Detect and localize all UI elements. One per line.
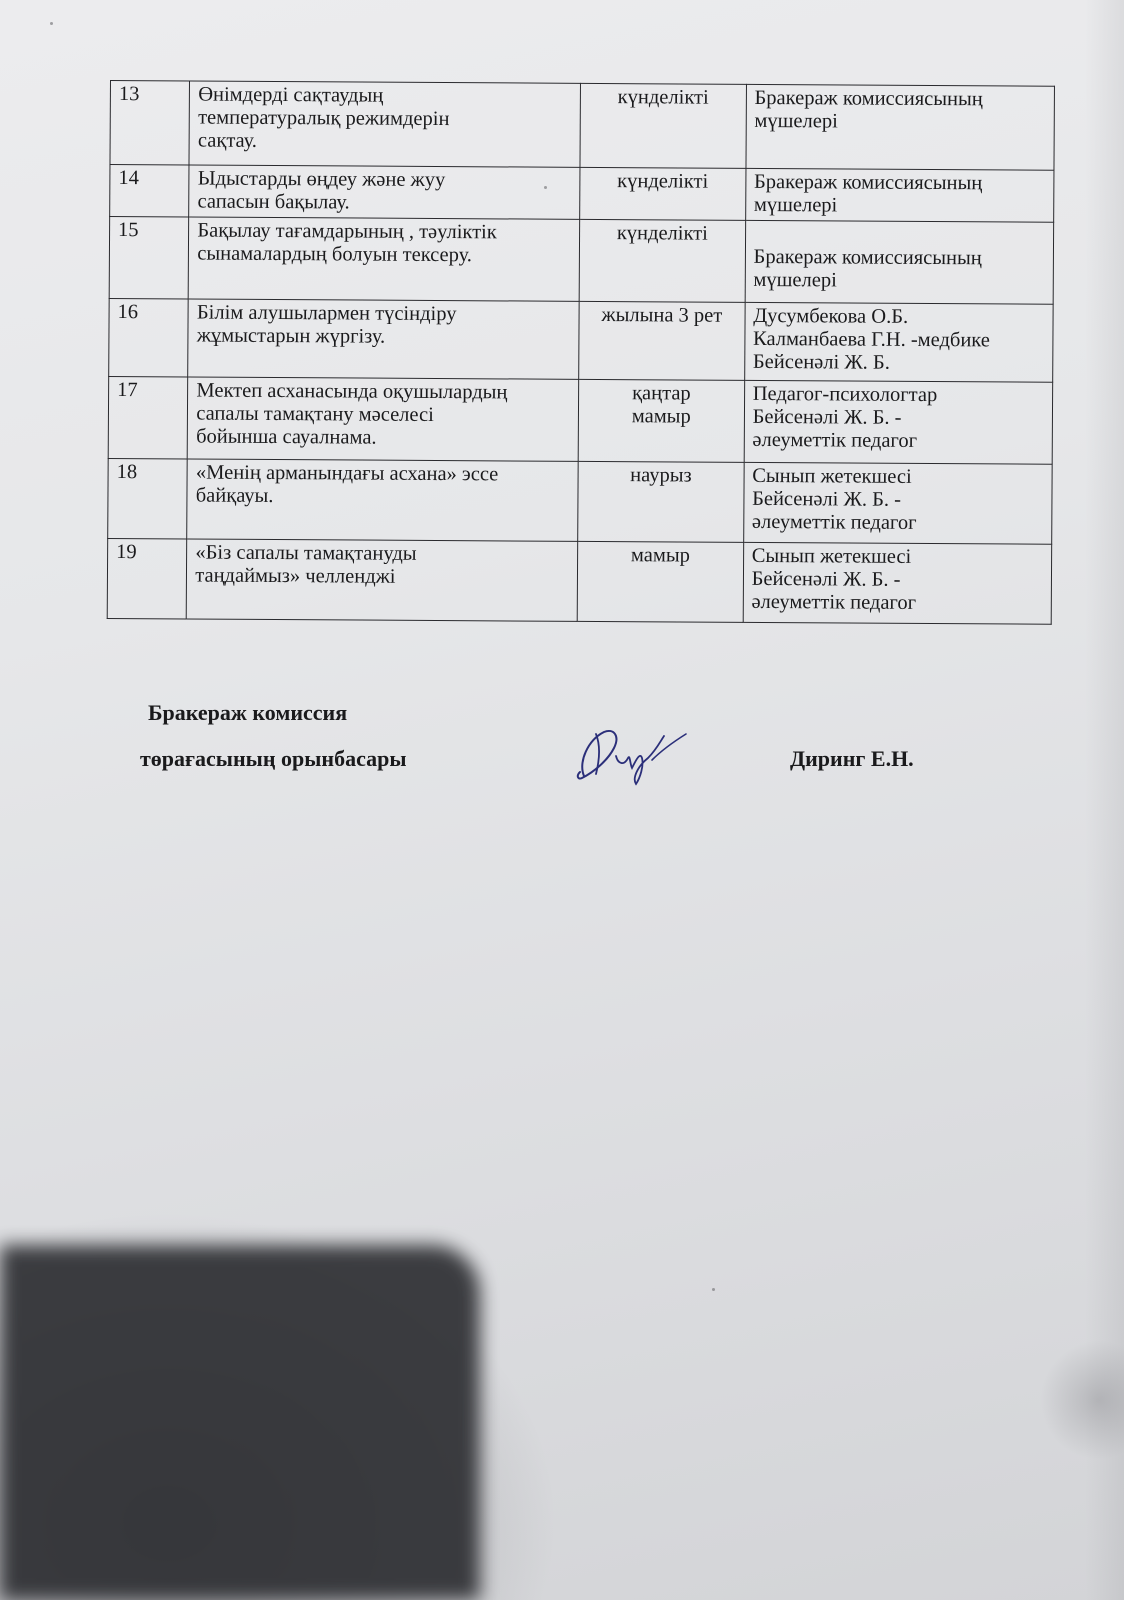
row-number-cell: 13: [110, 81, 190, 165]
task-line: Білім алушылармен түсіндіру: [196, 301, 457, 326]
responsible-line: Бракераж комиссиясының: [753, 245, 982, 270]
frequency-line: күнделікті: [616, 222, 708, 245]
responsible-line: Бейсенәлі Ж. Б. -: [752, 487, 902, 511]
table-row: [108, 458, 1052, 544]
signatory-title-line1: Бракераж комиссия: [148, 700, 348, 725]
task-cell: [187, 539, 578, 621]
photo-shadow: [0, 1245, 480, 1600]
task-line: сақтау.: [197, 129, 258, 152]
responsible-line: мүшелері: [753, 268, 837, 292]
plan-table: [107, 80, 1055, 625]
responsible-line: мүшелері: [753, 193, 838, 217]
responsible-line: Бракераж комиссиясының: [754, 86, 983, 111]
responsible-line: [754, 223, 1045, 248]
frequency-line: жылына 3 рет: [601, 304, 723, 327]
row-number-cell: 17: [108, 376, 188, 458]
task-line: «Менің арманындағы асхана» эссе: [195, 461, 499, 486]
row-number-cell: 16: [109, 298, 189, 376]
signature-block: [140, 700, 1020, 800]
task-line: Мектеп асханасында оқушылардың: [196, 379, 508, 404]
frequency-line: күнделікті: [617, 170, 709, 193]
frequency-cell: [580, 83, 746, 168]
frequency-cell: [579, 301, 745, 380]
responsible-line: Бейсенәлі Ж. Б.: [752, 350, 890, 374]
table-row: [107, 538, 1051, 624]
task-line: сынамалардың болуын тексеру.: [197, 242, 473, 267]
responsible-cell: [743, 462, 1052, 544]
handwritten-signature: [570, 722, 692, 786]
task-line: Өнімдерді сақтаудың: [198, 83, 384, 107]
task-cell: [188, 299, 579, 379]
responsible-line: Педагог-психологтар: [752, 382, 938, 407]
responsible-line: Сынып жетекшесі: [752, 464, 912, 488]
frequency-cell: [578, 461, 744, 542]
row-number-cell: 19: [107, 538, 187, 618]
task-cell: [188, 377, 579, 461]
frequency-line: мамыр: [630, 544, 690, 567]
frequency-cell: [579, 219, 745, 302]
responsible-cell: [744, 380, 1053, 464]
responsible-line: Калманбаева Г.Н. -медбике: [753, 327, 990, 352]
task-line: сапасын бақылау.: [197, 190, 350, 214]
row-number-cell: 14: [110, 165, 190, 217]
paper-speck: [712, 1288, 715, 1291]
frequency-line: наурыз: [630, 464, 692, 487]
task-line: температуралық режимдерін: [198, 106, 450, 131]
responsible-line: әлеуметтік педагог: [751, 590, 917, 614]
table-row: [110, 81, 1054, 171]
responsible-line: Дусумбекова О.Б.: [753, 304, 909, 328]
responsible-cell: [746, 84, 1055, 170]
responsible-cell: [743, 542, 1052, 624]
task-cell: [188, 217, 579, 301]
signatory-title-line2: төрағасының орынбасары: [140, 746, 407, 771]
frequency-cell: [577, 541, 743, 622]
row-number-cell: 18: [108, 458, 188, 538]
task-line: «Біз сапалы тамақтануды: [195, 541, 417, 565]
table-row: [110, 165, 1054, 223]
responsible-cell: [744, 302, 1053, 382]
frequency-line: қаңтар: [632, 382, 691, 405]
task-line: бойынша сауалнама.: [196, 425, 377, 449]
row-number-cell: 15: [109, 217, 189, 299]
task-line: таңдаймыз» челленджі: [195, 564, 396, 588]
responsible-line: Бракераж комиссиясының: [753, 170, 983, 195]
responsible-line: Бейсенәлі Ж. Б. -: [752, 405, 902, 429]
plan-table-body: [107, 81, 1054, 625]
task-cell: [189, 81, 580, 167]
task-cell: [189, 165, 580, 219]
responsible-line: мүшелері: [754, 109, 838, 133]
frequency-line: мамыр: [631, 405, 691, 428]
table-row: [108, 376, 1052, 464]
frequency-line: күнделікті: [617, 86, 709, 109]
responsible-line: Бейсенәлі Ж. Б. -: [751, 567, 901, 591]
responsible-line: әлеуметтік педагог: [751, 510, 917, 534]
responsible-cell: [745, 168, 1054, 222]
paper-speck: [50, 22, 53, 25]
responsible-cell: [745, 220, 1054, 304]
paper-fold-shade: [1040, 1340, 1124, 1460]
plan-table-wrapper: [107, 80, 1055, 625]
task-line: байқауы.: [195, 484, 274, 508]
task-line: Ыдыстарды өңдеу және жуу: [197, 167, 446, 192]
frequency-cell: [580, 167, 746, 220]
task-line: Бақылау тағамдарының , тәуліктік: [197, 219, 497, 244]
frequency-cell: [578, 379, 744, 462]
task-cell: [187, 459, 578, 541]
task-line: сапалы тамақтану мәселесі: [196, 402, 434, 426]
table-row: [109, 298, 1053, 382]
responsible-line: Сынып жетекшесі: [751, 544, 912, 568]
responsible-line: әлеуметтік педагог: [752, 428, 918, 452]
signatory-name: Диринг Е.Н.: [790, 746, 914, 771]
task-line: жұмыстарын жүргізу.: [196, 324, 386, 348]
table-row: [109, 217, 1053, 305]
